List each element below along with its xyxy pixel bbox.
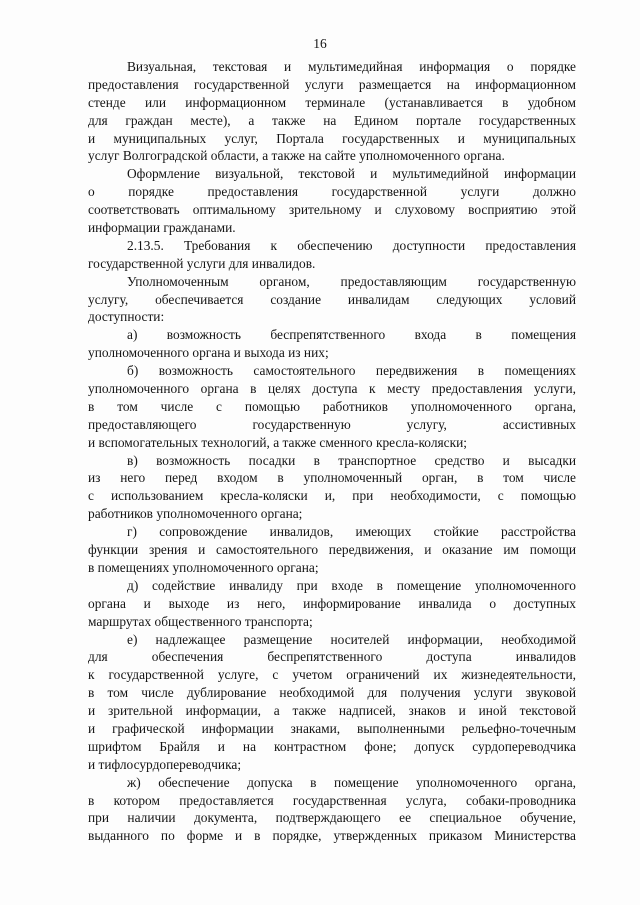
text-line: в том числе с помощью работников уполномоченного органа,	[88, 398, 576, 414]
text-line: в котором предоставляется государственная услуга, собаки-проводника	[88, 792, 576, 808]
text-line: для обеспечения беспрепятственного доступа инвалидов	[88, 649, 576, 665]
text-line: 2.13.5. Требования к обеспечению доступности предоставления	[127, 237, 576, 253]
text-line: при наличии документа, подтверждающего ее специальное обучение,	[88, 810, 576, 826]
list-item-zh	[88, 774, 576, 846]
text-line: информации гражданами.	[88, 220, 236, 236]
text-line: предоставления государственной услуги размещается на информационном	[88, 76, 576, 92]
text-line: Уполномоченным органом, предоставляющим государственную	[127, 273, 576, 289]
text-line: государственной услуги для инвалидов.	[88, 255, 316, 271]
text-line: из него перед входом в уполномоченный орган, в том числе	[88, 470, 576, 486]
text-line: Оформление визуальной, текстовой и мультимедийной информации	[127, 166, 576, 182]
text-line: б) возможность самостоятельного передвижения в помещениях	[127, 363, 576, 379]
text-line: услуг Волгоградской области, а также на сайте уполномоченного органа.	[88, 148, 505, 164]
text-line: и зрительной информации, а также надписей, знаков и иной текстовой	[88, 703, 576, 719]
text-line: уполномоченного органа и выхода из них;	[88, 345, 329, 361]
text-line: в помещениях уполномоченного органа;	[88, 559, 319, 575]
text-line: услугу, обеспечивается создание инвалидам следующих условий	[88, 291, 576, 307]
text-line: д) содействие инвалиду при входе в помещение уполномоченного	[127, 577, 576, 593]
text-line: соответствовать оптимальному зрительному и слуховому восприятию этой	[88, 202, 576, 218]
text-line: а) возможность беспрепятственного входа в помещения	[127, 327, 576, 343]
text-line: уполномоченного органа в целях доступа к месту предоставления услуги,	[88, 381, 576, 397]
text-line: органа и выходе из него, информирование инвалида о доступных	[88, 595, 576, 611]
text-line: и тифлосурдопереводчика;	[88, 756, 242, 772]
text-line: маршрутах общественного транспорта;	[88, 613, 313, 629]
text-line: выданного по форме и в порядке, утвержденных приказом Министерства	[88, 828, 576, 844]
text-line: е) надлежащее размещение носителей информации, необходимой	[127, 631, 576, 647]
text-line: для граждан месте), а также на Едином портале государственных	[88, 112, 576, 128]
text-line: и вспомогательных технологий, а также сменного кресла-коляски;	[88, 434, 467, 450]
list-item-b	[88, 362, 576, 451]
text-line: шрифтом Брайля и на контрастном фоне; допуск сурдопереводчика	[88, 738, 576, 754]
list-item-g	[88, 523, 576, 577]
text-line: Визуальная, текстовая и мультимедийная информация о порядке	[127, 59, 576, 74]
text-line: к государственной услуге, с учетом ограничений их жизнедеятельности,	[88, 667, 576, 683]
text-line: ж) обеспечение допуска в помещение уполномоченного органа,	[127, 774, 576, 790]
paragraph-visual-info-placement	[88, 58, 576, 165]
list-item-d	[88, 577, 576, 631]
list-item-a	[88, 326, 576, 362]
text-line: в) возможность посадки в транспортное средство и высадки	[127, 452, 576, 468]
text-line: предоставляющего государственную услугу, ассистивных	[88, 416, 576, 432]
document-body	[88, 58, 576, 845]
text-line: работников уполномоченного органа;	[88, 506, 303, 522]
text-line: доступности:	[88, 309, 165, 325]
text-line: стенде или информационном терминале (устанавливается в удобном	[88, 94, 576, 110]
page-number: 16	[313, 36, 327, 51]
text-line: о порядке предоставления государственной услуги должно	[88, 184, 576, 200]
paragraph-accessibility-conditions-intro	[88, 273, 576, 327]
paragraph-section-2-13-5	[88, 237, 576, 273]
text-line: функции зрения и самостоятельного передвижения, и оказание им помощи	[88, 542, 576, 558]
text-line: в том числе дублирование необходимой для получения услуги звуковой	[88, 685, 576, 701]
text-line: и муниципальных услуг, Портала государственных и муниципальных	[88, 130, 576, 146]
text-line: с использованием кресла-коляски и, при необходимости, с помощью	[88, 488, 576, 504]
list-item-v	[88, 452, 576, 524]
paragraph-visual-info-design	[88, 165, 576, 237]
text-line: г) сопровождение инвалидов, имеющих стойкие расстройства	[127, 524, 576, 540]
list-item-e	[88, 631, 576, 774]
text-line: и графической информации знаками, выполненными рельефно-точечным	[88, 720, 576, 736]
